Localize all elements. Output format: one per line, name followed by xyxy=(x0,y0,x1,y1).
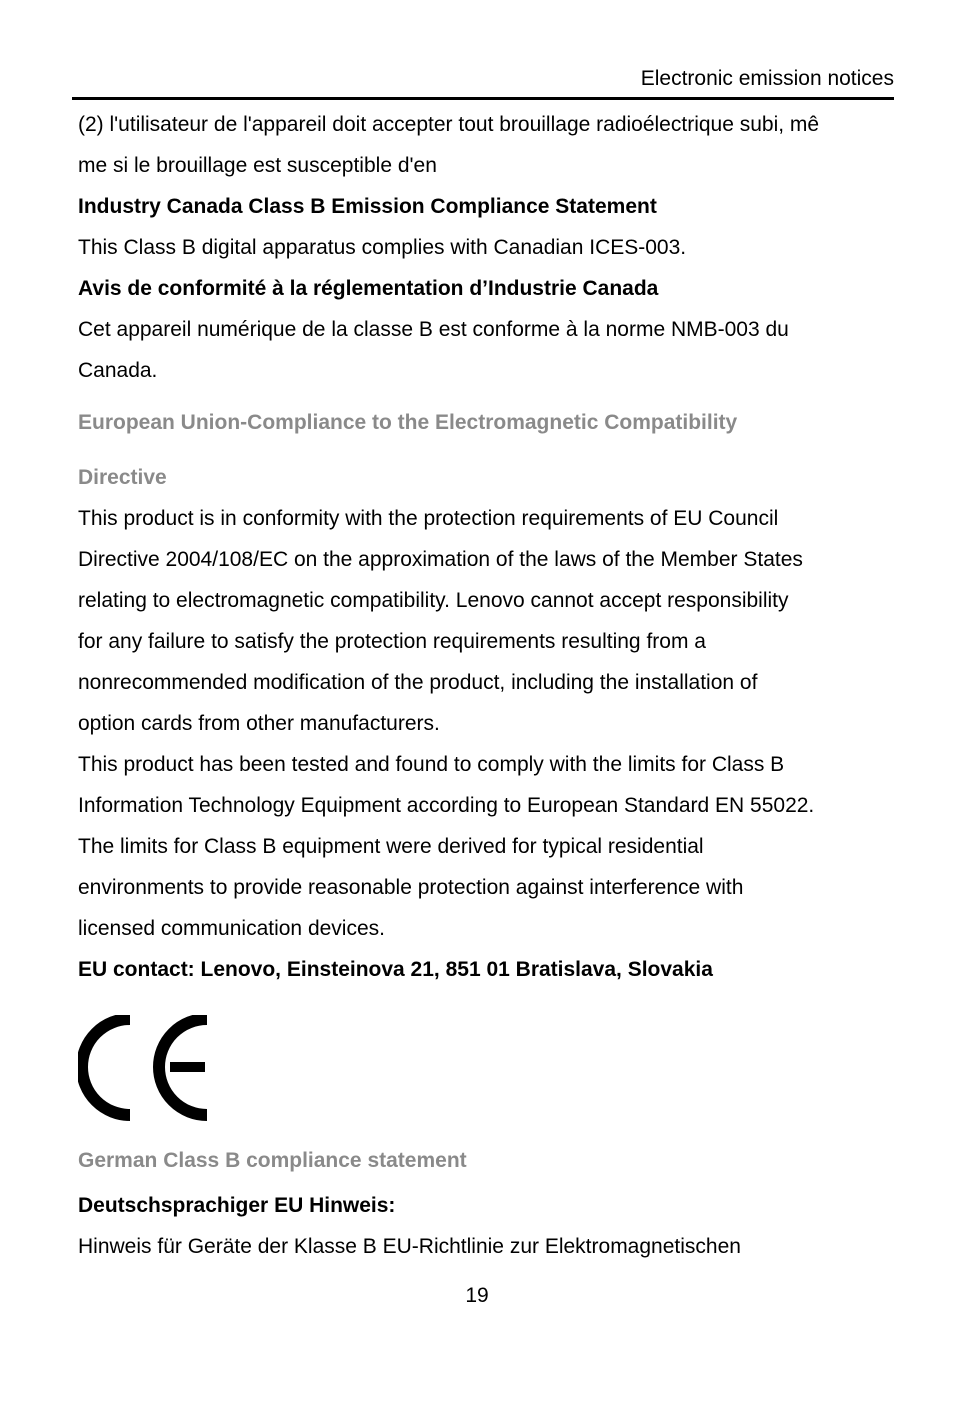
eu-text-line: environments to provide reasonable protection against interference with xyxy=(78,876,744,899)
eu-text-line: for any failure to satisfy the protection requirements resulting from a xyxy=(78,630,706,653)
paragraph-industry-canada: This Class B digital apparatus complies with Canadian ICES-003. xyxy=(78,236,687,259)
eu-text-line: This product has been tested and found to comply with the limits for Class B xyxy=(78,753,785,776)
eu-text-line: Information Technology Equipment according to European Standard EN 55022. xyxy=(78,794,815,817)
heading-german-class-b: German Class B compliance statement xyxy=(78,1149,467,1172)
paragraph-avis-line1: Cet appareil numérique de la classe B est conforme à la norme NMB-003 du xyxy=(78,318,789,341)
heading-industry-canada: Industry Canada Class B Emission Compliance Statement xyxy=(78,195,657,218)
paragraph-french-interference-line2: me si le brouillage est susceptible d'en xyxy=(78,154,437,177)
header-rule xyxy=(72,97,894,100)
heading-eu-compliance-line1: European Union-Compliance to the Electromagnetic Compatibility xyxy=(78,411,738,434)
page-number: 19 xyxy=(465,1284,489,1307)
eu-text-line: nonrecommended modification of the product, including the installation of xyxy=(78,671,758,694)
eu-text-line: This product is in conformity with the protection requirements of EU Council xyxy=(78,507,779,530)
paragraph-deutsch: Hinweis für Geräte der Klasse B EU-Richtlinie zur Elektromagnetischen xyxy=(78,1235,741,1258)
eu-text-line: option cards from other manufacturers. xyxy=(78,712,440,735)
eu-text-line: Directive 2004/108/EC on the approximation of the laws of the Member States xyxy=(78,548,803,571)
eu-text-line: licensed communication devices. xyxy=(78,917,385,940)
heading-avis-conformite: Avis de conformité à la réglementation d’Industrie Canada xyxy=(78,277,659,300)
eu-text-line: The limits for Class B equipment were derived for typical residential xyxy=(78,835,704,858)
ce-mark-container xyxy=(78,990,898,1140)
eu-text-line: relating to electromagnetic compatibility. Lenovo cannot accept responsibility xyxy=(78,589,789,612)
heading-deutschsprachiger: Deutschsprachiger EU Hinweis: xyxy=(78,1194,396,1217)
paragraph-french-interference-line1: (2) l'utilisateur de l'appareil doit accepter tout brouillage radioélectrique subi, mê xyxy=(78,113,820,136)
eu-contact: EU contact: Lenovo, Einsteinova 21, 851 01 Bratislava, Slovakia xyxy=(78,958,713,981)
paragraph-avis-line2: Canada. xyxy=(78,359,158,382)
ce-mark-icon xyxy=(78,1015,213,1123)
running-header: Electronic emission notices xyxy=(640,67,894,90)
heading-eu-compliance-line2: Directive xyxy=(78,466,167,489)
page-body xyxy=(78,104,898,1267)
